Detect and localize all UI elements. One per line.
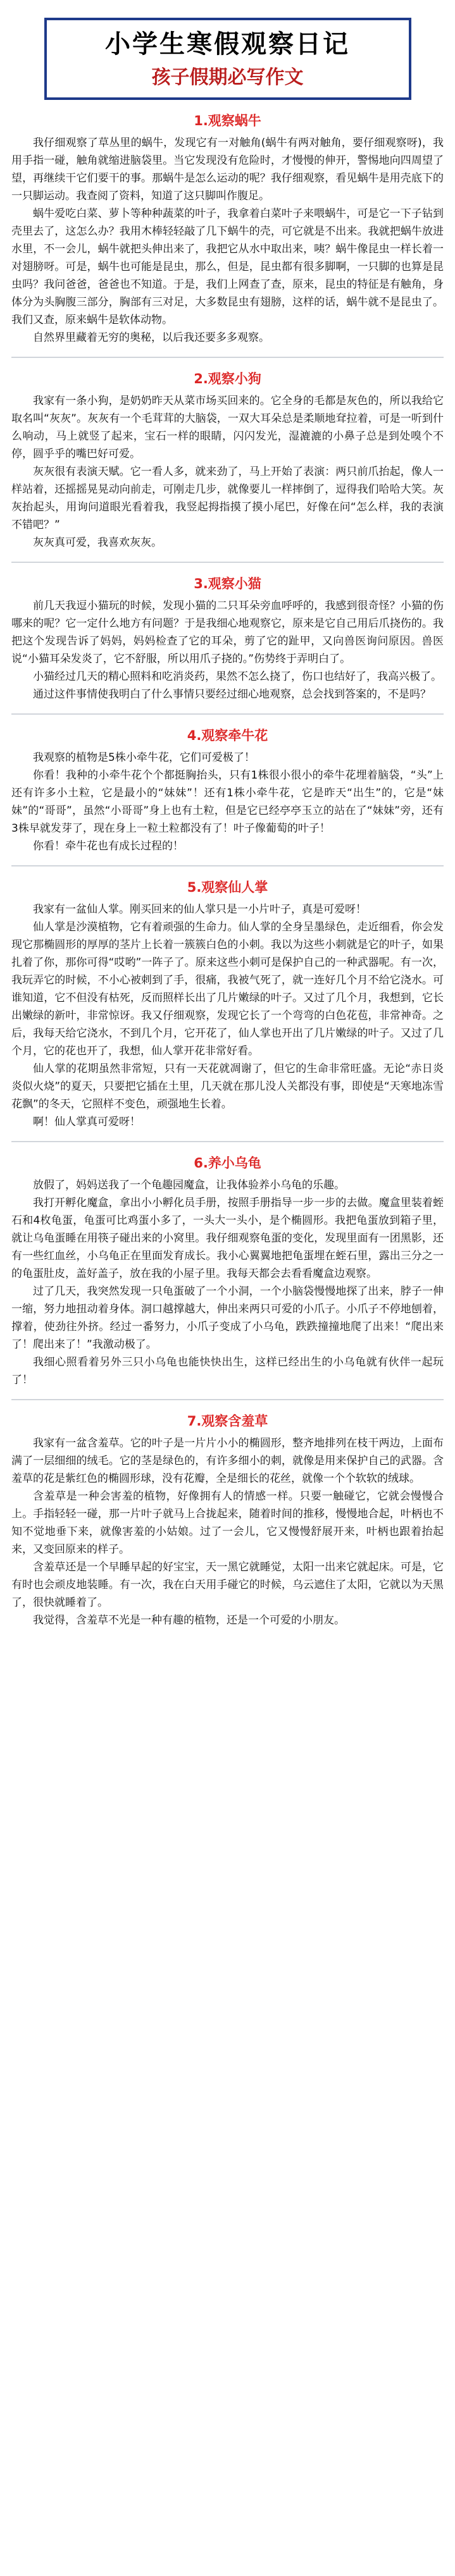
- section-paragraph: 灰灰很有表演天赋。它一看人多，就来劲了，马上开始了表演：两只前爪抬起，像人一样站着，还摇摇晃晃动向前走，可刚走几步，就像要儿一样摔倒了，逗得我们哈哈大笑。灰灰抬起头，用询问道眼光看着我，我竖起拇指摸了摸小尾巴，好像在问“怎么样，我的表演不错吧？”: [11, 465, 444, 531]
- section-paragraph: 你看！我种的小牵牛花个个都挺胸抬头，只有1株很小很小的牵牛花埋着脑袋，“头”上还有许多小土粒，它是最小的“妹妹”！还有1株小牵牛花，它是昨天“出生”的，它是“妹妹”的“哥哥”，虽然“小哥哥”身上也有土粒，但是它已经亭亭玉立的站在了“妹妹”旁，还有3株早就发芽了，现在身上一粒土粒都没有了！叶子像葡萄的叶子！: [11, 769, 444, 835]
- section-paragraph: 仙人掌是沙漠植物，它有着顽强的生命力。仙人掌的全身呈墨绿色，走近细看，你会发现它那椭圆形的厚厚的茎片上长着一簇簇白色的小刺。我以为这些小刺就是它的叶子，如果扎着了你，那你可得“哎哟”一阵子了。原来这些小刺可是保护自己的一种武器呢。有一次，我玩弄它的时候，不小心被刺到了手，很痛，我被气死了，就一连好几个月不给它浇水。可谁知道，它不但没有枯死，反而照样长出了几片嫩绿的叶子。又过了几个月，我想到，它长出嫩绿的新叶，非常惊讶。我又仔细观察，发现它长了一个弯弯的白色花苞，非常神奇。之后，我每天给它浇水，不到几个月，它开花了，仙人掌也开出了几片嫩绿的叶子。又过了几个月，它的花也开了，我想，仙人掌开花非常好看。: [11, 921, 444, 1057]
- section-paragraph: 通过这件事情使我明白了什么事情只要经过细心地观察，总会找到答案的，不是吗？: [33, 688, 431, 701]
- section-kitten: [11, 574, 444, 715]
- section-paragraph: 我打开孵化魔盒，拿出小小孵化员手册，按照手册指导一步一步的去做。魔盒里装着蛭石和4枚龟蛋，龟蛋可比鸡蛋小多了，一头大一头小，是个椭圆形。我把龟蛋放到箱子里，就让乌龟蛋睡在用筷子碰出来的小窝里。我仔细观察龟蛋的变化，发现里面有一团黑影，还有一些红血丝，小乌龟正在里面发育成长。我小心翼翼地把龟蛋埋在蛭石里，露出三分之一的龟蛋肚皮，盖好盖子，放在我的小屋子里。我每天都会去看看魔盒边观察。: [11, 1197, 444, 1280]
- section-title: 4.观察牵牛花: [187, 728, 268, 743]
- section-paragraph: 我仔细观察了草丛里的蜗牛，发现它有一对触角(蜗牛有两对触角，要仔细观察呀)，我用手指一碰，触角就缩进脑袋里。当它发现没有危险时，才慢慢的伸开，警惕地向四周望了望，再继续干它们要干的事。那蜗牛是怎么运动的呢？我仔细观察，看见蜗牛是用壳底下的一只脚运动。我查阅了资料，知道了这只脚叫作腹足。: [11, 137, 444, 202]
- title-banner: [44, 18, 411, 100]
- section-paragraph: 前几天我逗小猫玩的时候，发现小猫的二只耳朵旁血呼呼的，我感到很奇怪？小猫的伤哪来的呢？它一定什么地方有问题？于是我细心地观察它，原来是它自己用后爪挠伤的。我把这个发现告诉了妈妈，妈妈检查了它的耳朵，剪了它的趾甲，又向兽医询问原因。兽医说“小猫耳朵发炎了，它不舒服，所以用爪子挠的。”伤势终于弄明白了。: [11, 600, 444, 665]
- page-title: 小学生寒假观察日记: [105, 30, 350, 59]
- section-paragraph: 仙人掌的花期虽然非常短，只有一天花就凋谢了，但它的生命非常旺盛。无论“赤日炎炎似火烧”的夏天，只要把它插在土里，几天就在那儿没人关都没有事，即使是“天寒地冻雪花飘”的冬天，它照样不变色，顽强地生长着。: [11, 1063, 444, 1111]
- section-paragraph: 我观察的植物是5株小牵牛花，它们可爱极了！: [33, 751, 255, 764]
- section-divider: [11, 865, 444, 866]
- section-turtle: [11, 1154, 444, 1400]
- page-subtitle: 孩子假期必写作文: [151, 66, 304, 89]
- section-cactus: [11, 878, 444, 1142]
- section-paragraph: 我细心照看着另外三只小乌龟也能快快出生，这样已经出生的小乌龟就有伙伴一起玩了！: [11, 1356, 444, 1386]
- section-divider: [11, 562, 444, 563]
- section-paragraph: 灰灰真可爱，我喜欢灰灰。: [33, 536, 162, 549]
- section-title: 3.观察小猫: [194, 576, 261, 591]
- section-paragraph: 含羞草是一种会害羞的植物，好像拥有人的情感一样。只要一触碰它，它就会慢慢合上。手指轻轻一碰，那一片叶子就马上合拢起来，随着时间的推移，慢慢地合起，叶柄也不知不觉地垂下来，就像害羞的小姑娘。过了一会儿，它又慢慢舒展开来，叶柄也跟着抬起来，又变回原来的样子。: [11, 1490, 444, 1556]
- section-divider: [11, 1141, 444, 1142]
- section-title: 2.观察小狗: [194, 371, 261, 386]
- section-paragraph: 啊！仙人掌真可爱呀！: [33, 1116, 140, 1128]
- section-paragraph: 蜗牛爱吃白菜、萝卜等种种蔬菜的叶子，我拿着白菜叶子来喂蜗牛，可是它一下子钻到壳里去了，这怎么办？我用木棒轻轻敲了几下蜗牛的壳，可它就是不出来。我就把蜗牛放进水里，不一会儿，蜗牛就把头伸出来了，我把它从水中取出来，咦？蜗牛像昆虫一样长着一对翅膀呀。可是，蜗牛也可能是昆虫，那么，但是，昆虫都有很多脚啊，一只脚的也算是昆虫吗？我问爸爸，爸爸也不知道。于是，我们上网查了查，原来，昆虫的特征是有触角，身体分为头胸腹三部分，胸部有三对足，大多数昆虫有翅膀，这样的话，蜗牛就不是昆虫了。我们又查，原来蜗牛是软体动物。: [11, 207, 444, 326]
- section-paragraph: 我觉得，含羞草不光是一种有趣的植物，还是一个可爱的小朋友。: [33, 1614, 345, 1627]
- section-divider: [11, 713, 444, 715]
- section-title: 1.观察蜗牛: [194, 113, 261, 128]
- section-paragraph: 我家有一条小狗，是奶奶昨天从菜市场买回来的。它全身的毛都是灰色的，所以我给它取名叫“灰灰”。灰灰有一个毛茸茸的大脑袋，一双大耳朵总是柔顺地耷拉着，可是一听到什么响动，马上就竖了起来，宝石一样的眼睛，闪闪发光，湿漉漉的小鼻子总是到处嗅个不停，圆乎乎的嘴巴好可爱。: [11, 395, 444, 460]
- section-paragraph: 小猫经过几天的精心照料和吃消炎药，果然不怎么挠了，伤口也结好了，我高兴极了。: [33, 670, 442, 683]
- section-paragraph: 过了几天，我突然发现一只龟蛋破了一个小洞，一个小脑袋慢慢地探了出来，脖子一伸一缩，努力地扭动着身体。洞口越撑越大，伸出来两只可爱的小爪子。小爪子不停地刨着，撑着，使劲往外挤。经过一番努力，小爪子变成了小乌龟，跌跌撞撞地爬了出来！“爬出来了！爬出来了！”我激动极了。: [11, 1285, 444, 1351]
- section-divider: [11, 357, 444, 358]
- section-puppy: [11, 369, 444, 563]
- section-title: 6.养小乌龟: [194, 1156, 261, 1171]
- section-title: 7.观察含羞草: [187, 1414, 268, 1429]
- section-paragraph: 放假了，妈妈送我了一个龟趣园魔盒，让我体验养小乌龟的乐趣。: [33, 1179, 345, 1192]
- section-paragraph: 我家有一盆含羞草。它的叶子是一片片小小的椭圆形，整齐地排列在枝干两边，上面布满了一层细细的绒毛。它的茎是绿色的，有许多细小的刺，就像是用来保护自己的武器。含羞草的花是紫红色的椭圆形球，没有花瓣，全是细长的花丝，就像一个个软软的绒球。: [11, 1437, 444, 1485]
- section-paragraph: 你看！牵牛花也有成长过程的！: [33, 840, 184, 853]
- section-morning-glory: [11, 726, 444, 866]
- section-paragraph: 含羞草还是一个早睡早起的好宝宝，天一黑它就睡觉，太阳一出来它就起床。可是，它有时也会顽皮地装睡。有一次，我在白天用手碰它的时候，乌云遮住了太阳，它就以为天黑了，很快就睡着了。: [11, 1561, 444, 1609]
- section-divider: [11, 1399, 444, 1400]
- section-paragraph: 自然界里藏着无穷的奥秘，以后我还要多多观察。: [33, 331, 270, 344]
- section-mimosa: [11, 1412, 444, 1629]
- section-title: 5.观察仙人掌: [187, 880, 268, 895]
- section-snail: [11, 111, 444, 358]
- section-paragraph: 我家有一盆仙人掌。刚买回来的仙人掌只是一小片叶子，真是可爱呀！: [33, 903, 366, 916]
